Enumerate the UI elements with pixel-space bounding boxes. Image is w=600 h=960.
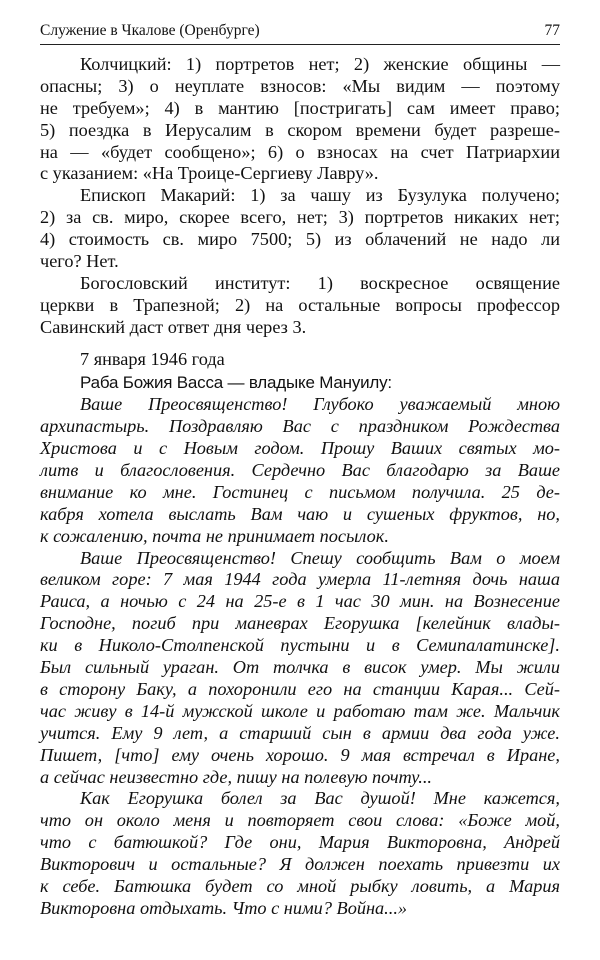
- page-number: 77: [544, 22, 560, 39]
- text-line: Господне, погиб при маневрах Егорушка [келейник влады-: [40, 613, 560, 634]
- text-line: Раба Божия Васса — владыке Мануилу:: [80, 373, 392, 393]
- text-line: час живу в 14-й мужской школе и работаю там же. Мальчик: [40, 700, 560, 721]
- text-line: Колчицкий: 1) портретов нет; 2) женские общины —: [80, 54, 560, 74]
- paragraph: [40, 273, 560, 339]
- text-line: великом горе: 7 мая 1944 года умерла 11-летняя дочь наша: [40, 569, 560, 590]
- text-line: Епископ Макарий: 1) за чашу из Бузулука получено;: [80, 185, 560, 206]
- text-line: Христова и с Новым годом. Прошу Ваших святых мо-: [40, 438, 560, 459]
- text-line: Савинский даст ответ дня через 3.: [40, 316, 307, 337]
- text-line: кабря хотела выслать Вам чаю и сушеных фруктов, но,: [40, 503, 560, 524]
- text-line: 5) поездка в Иерусалим в скором времени будет разреше-: [40, 119, 560, 140]
- text-line: а сейчас неизвестно где, пишу на полевую почту...: [40, 766, 432, 787]
- text-line: архипастырь. Поздравляю Вас с праздником Рождества: [40, 416, 560, 437]
- text-line: что с батюшкой? Где они, Мария Викторовна, Андрей: [40, 832, 560, 853]
- text-line: к сожалению, почта не принимает посылок.: [40, 525, 389, 546]
- text-line: Пишет, [что] ему очень хорошо. 9 мая встречал в Иране,: [40, 744, 560, 765]
- text-line: литв и благословения. Сердечно Вас благодарю за Ваше: [40, 460, 560, 481]
- text-line: учится. Ему 9 лет, а старший сын в армии два года уже.: [40, 722, 560, 743]
- text-line: опасны; 3) о неуплате взносов: «Мы видим — поэтому: [40, 75, 560, 96]
- paragraph: [40, 185, 560, 273]
- text-line: 4) стоимость св. миро 7500; 5) из облачений не надо ли: [40, 229, 560, 250]
- paragraph: [40, 349, 560, 371]
- text-line: Ваше Преосвященство! Глубоко уважаемый мною: [80, 394, 560, 415]
- text-line: 7 января 1946 года: [80, 348, 225, 369]
- text-line: не требуем»; 4) в мантию [постригать] сам имеет право;: [40, 97, 560, 118]
- text-line: Викторович и остальные? Я должен поехать привезти их: [40, 854, 560, 875]
- text-line: чего? Нет.: [40, 251, 119, 272]
- text-line: к себе. Батюшка будет со мной рыбку ловить, а Мария: [40, 875, 560, 896]
- text-line: 2) за св. миро, скорее всего, нет; 3) портретов никаких нет;: [40, 207, 560, 228]
- text-line: Ваше Преосвященство! Спешу сообщить Вам о моем: [80, 547, 560, 568]
- running-header: [40, 20, 560, 45]
- text-line: внимание ко мне. Гостинец с письмом получила. 25 де-: [40, 481, 560, 502]
- paragraph: [40, 394, 560, 547]
- text-line: ки в Николо-Столпенской пустыни и в Семипалатинске].: [40, 635, 560, 656]
- text-line: Раиса, а ночью с 24 на 25-е в 1 час 30 мин. на Вознесение: [40, 591, 560, 612]
- page-body: [40, 54, 560, 920]
- text-line: что он около меня и повторяет свои слова: «Боже мой,: [40, 810, 560, 831]
- text-line: на — «будет сообщено»; 6) о взносах на счет Патриархии: [40, 141, 560, 162]
- text-line: Викторовна отдыхать. Что с ними? Война...»: [40, 897, 408, 918]
- text-line: с указанием: «На Троице-Сергиеву Лавру».: [40, 163, 379, 184]
- paragraph: [40, 372, 560, 394]
- text-line: Был сильный ураган. От толчка в висок умер. Мы жили: [40, 657, 560, 678]
- paragraph: [40, 788, 560, 919]
- running-header-title: Служение в Чкалове (Оренбурге): [40, 22, 260, 39]
- text-line: Как Егорушка болел за Вас душой! Мне кажется,: [80, 788, 560, 809]
- text-line: церкви в Трапезной; 2) на остальные вопросы профессор: [40, 294, 560, 315]
- text-line: Богословский институт: 1) воскресное освящение: [80, 272, 560, 293]
- paragraph: [40, 54, 560, 185]
- text-line: в сторону Баку, а похоронили его на станции Карая... Сей-: [40, 678, 560, 699]
- paragraph: [40, 548, 560, 789]
